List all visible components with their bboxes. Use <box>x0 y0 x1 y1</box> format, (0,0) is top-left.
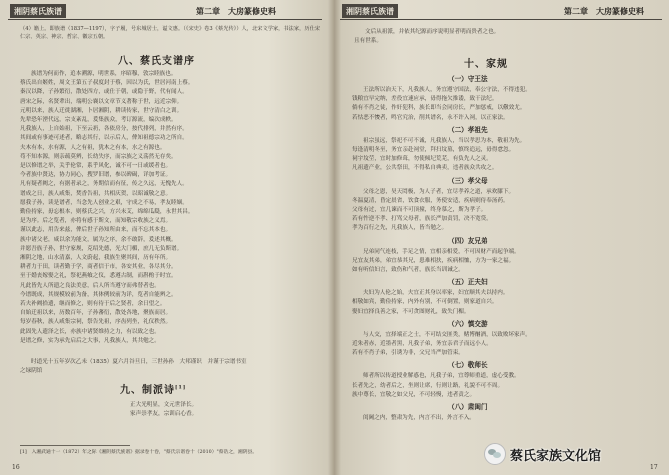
rule-subsection-text <box>352 331 656 359</box>
rule-line: 每逢清明冬至，务宜亲赴祠堂，拜扫坟墓，慎终追远，毋得怠忽。 <box>352 147 515 154</box>
rule-subsection-title: （六）慎交游 <box>448 319 488 328</box>
preface-line: 凡此皆先人所遗之良法美意，后人所当遵守而弗替者也。 <box>20 282 160 289</box>
left-footnote: [1] 入湘武通十一（1872）年之际《湘阴蔡氏族谱》据录卷十卷，"蔡氏宗谱卷十（2010）"蔡诰之，湘阴县。 <box>20 450 258 455</box>
rule-subsection-title: （三）孝父母 <box>448 176 488 185</box>
preface-line: 今谱既成，其规模较前为备，其体例较前为详，览者自能辨之。 <box>20 291 177 298</box>
preface-line: 族谱为何而作，追本溯源，明世系，序昭穆，敦宗睦族也。 <box>31 71 177 77</box>
preface-line: 至于婚丧嫁娶之礼，祭祀燕飨之仪，悉遵古制，而斟酌于时宜。 <box>20 273 177 280</box>
preface-date: 时道光十五年岁次乙未（1835）夏六月谷旦日，三世孙孙 大邦谨识 并谨于宗谱书室 之绿阴馆 <box>20 359 247 375</box>
left-header-book: 湘阴蔡氏族谱 <box>10 4 66 18</box>
preface-line: 并愿吾族子孙，世守家规，克绍先德，光大门楣，庶几无负斯谱。 <box>20 245 183 252</box>
preface-line: 勤俭持家，毋忘根本，则蔡氏之兴，方兴未艾，绵绵瓜瓞，永世其昌。 <box>20 209 194 216</box>
preface-line: 是谱之修，实为承先启后之大事，凡我族人，其共勉之。 <box>20 337 160 344</box>
watermark-text: 蔡氏家族文化馆 <box>510 448 602 464</box>
watermark <box>484 441 664 467</box>
preface-line: 秦汉以降，子孙繁衍，散处四方，或仕于朝，或隐于野，代有闻人。 <box>20 89 188 96</box>
right-page <box>338 0 669 475</box>
preface-line: 凡我族人，上自始祖，下至云礽，各依房分，按代排列，井然有序。 <box>20 126 188 133</box>
rule-line: 祖宗虽远，祭祀不可不诚，凡我族人，当以孝思为本，敬祖为先。 <box>363 137 526 144</box>
section-title-family-rules: 十、家规 <box>464 59 508 70</box>
preface-line: 苟不知本源，则亲疏莫辨，长幼失序，而宗族之义荡然无存矣。 <box>20 153 177 160</box>
rule-subsection-title: （七）敬师长 <box>448 361 488 370</box>
preface-line: 其间或有事迹可述者，略志其行，以示后人，俾知祖德宗功之所自。 <box>20 135 188 142</box>
rule-subsection-text <box>352 372 656 400</box>
preface-line: 此固先人遗泽之长，亦族中诸贤维持之力，有以致之也。 <box>20 328 160 335</box>
right-intro: 文后从祖派，并依其纪源而序说明显者明而贵者之也。 且有世系。 <box>354 29 500 45</box>
rule-line: 若有忤逆不孝、打骂父母者，族长严加责罚，决不宽贷。 <box>352 216 492 223</box>
page-number-left: 16 <box>12 464 20 471</box>
rule-line: 近朱者赤，近墨者黑，凡我子弟，务宜亲君子而远小人。 <box>352 341 492 348</box>
rule-line: 父母之恩，昊天罔极，为人子者，宜尽孝养之道，承欢膝下。 <box>363 188 515 195</box>
section-title-family-preface: 八、蔡氏支谱序 <box>118 56 195 67</box>
left-header-rule <box>8 19 322 20</box>
rule-line: 若有不肖子弟，引诱为非，父兄当严加管束。 <box>352 350 464 357</box>
left-top-note: （4）籍上。即族谱（1837—1197），字子履，号东城居士，谥文惠。（《宋史》卷3《蔡光传》）人，北宋文学家，书法家，历仕宋仁宗、英宗、神宗、哲宗、徽宗五朝。 <box>20 26 320 40</box>
rule-line: 若怙恶不悛者，鸣官究治，削其谱名，永不许入祠，以正家法。 <box>352 114 509 121</box>
preface-line: 愿我子孙，读是谱者，当念先人创业之艰，守成之不易，孝友睦姻。 <box>20 199 188 206</box>
rule-subsection-text <box>352 86 656 123</box>
right-header-chapter: 第二章 大房篆修史料 <box>564 6 644 16</box>
rule-subsection-title: （四）友兄弟 <box>448 236 488 245</box>
family-rules-body <box>352 72 656 423</box>
rule-subsection-text <box>352 289 656 317</box>
preface-body <box>20 70 320 346</box>
left-page <box>0 0 330 475</box>
rule-subsection-title: （八）肃闺门 <box>448 403 488 412</box>
preface-line: 谨以此志，用告来兹，俾后世子孙知所由来，而不忘其本也。 <box>20 227 172 234</box>
rule-line: 长者先之，幼者后之，坐则让席，行则让路，礼貌不可不周。 <box>352 382 504 389</box>
left-header-chapter: 第二章 大房篆修史料 <box>196 6 276 16</box>
preface-line: 若夫补阙拾遗，继而修之，则有待于后之贤者，余日望之。 <box>20 301 166 308</box>
preface-line: 族中诸父老，咸以余为能文，属为之序，余不敢辞，爰述其概。 <box>20 236 177 243</box>
preface-line: 谱成之日，族人咸集，焚香告祖，共相庆贺，以昭诚敬之意。 <box>20 190 172 197</box>
rule-line: 族中尊长，宜敬之如父兄，不可轻慢，违者责之。 <box>352 391 476 398</box>
rule-line: 与人交，宜择端正之士，不可结交匪类，赌博酗酒，以致败坏家声。 <box>363 331 531 338</box>
preface-line: 元明以来，族人迁徙湖湘，卜居湘阴，耕读传家，世守清白之训。 <box>20 107 183 114</box>
preface-line: 今者族中贤达，协力同心，搜罗旧谱，参以碑碣，详加考证。 <box>20 172 172 179</box>
rule-subsection-text <box>352 188 656 234</box>
preface-line: 夫木有本，水有源，人之有祖，犹木之有本，水之有源也。 <box>20 144 166 151</box>
preface-paragraph <box>20 70 320 346</box>
rule-line: 父母有过，宜几谏而不可顶撞，终身慕之，斯为孝子。 <box>352 207 487 214</box>
preface-line: 耕者力于田，读者勤于学，商者信于市，各安其业，各尽其分。 <box>20 264 177 271</box>
rule-subsection-title: （二）孝祖先 <box>448 125 488 134</box>
rule-subsection-title: （五）正夫妇 <box>448 278 488 287</box>
preface-line: 自始迁祖以来，历数百年，子孙蕃衍，散处各地，聚族而居。 <box>20 310 172 317</box>
page-number-right: 17 <box>650 464 658 471</box>
rule-subsection-text <box>352 248 656 276</box>
preface-line: 每岁春秋，族人咸集宗祠，祭告先祖，序齿列坐，礼仪秩然。 <box>20 319 172 326</box>
rule-line: 如有听信妇言，致伤和气者，族长当训诫之。 <box>352 267 464 274</box>
rule-line: 倘有不肖之徒，作奸犯科，族长即当会同房长，严加惩戒，以儆效尤。 <box>352 105 526 112</box>
rule-line: 娶妇宜择良善之家，不可贪图财礼，致失门楣。 <box>352 308 470 315</box>
rule-line: 凡祖遗产业，公共祭田，不得私自典卖，违者族众共攻之。 <box>352 165 498 172</box>
preface-line: 凡有疑者阙之，有据者录之，务期信而有征，传之久远，无愧先人。 <box>20 181 188 188</box>
rule-line: 孝为百行之先，凡我族人，皆当勉之。 <box>352 225 448 232</box>
rule-line: 王法所以治天下，凡我族人，务宜遵守国法，奉公守法，不得违犯。 <box>363 87 531 93</box>
wechat-icon <box>484 443 506 465</box>
rule-line: 祠宇坟茔，宜时加修葺，勿使倾圮荒芜，有负先人之灵。 <box>352 156 492 163</box>
right-header-book: 湘阴蔡氏族谱 <box>342 4 398 18</box>
rule-line: 夫妇为人伦之始，夫宜正其身以率家，妇宜顺其夫以持内。 <box>363 290 509 297</box>
rule-line: 兄弟同气连枝，手足之情，宜相亲相爱，不可因财产而起争端。 <box>363 248 520 255</box>
preface-line: 是以修谱之举，关乎伦常，系乎风化，诚不可一日或缓者也。 <box>20 163 172 170</box>
preface-line: 唐宋之际，名贤辈出，端明公襄以文章节义著称于世，远近宗仰。 <box>20 98 183 105</box>
rule-subsection-text <box>352 414 656 423</box>
preface-line: 先辈恐年湮代远，宗支紊乱，爰集族众，考订源流，编次成帙。 <box>20 117 177 124</box>
rule-line: 师者所以传道授业解惑也，凡我子弟，宜尊师重道，虚心受教。 <box>363 373 520 380</box>
rule-line: 冬温夏凊，昏定晨省，饮食衣服，务使安适，疾病则侍奉汤药。 <box>352 197 509 204</box>
rule-line: 兄宜友其弟，弟宜恭其兄，患难相扶，疾病相恤，方为一家之福。 <box>352 257 515 264</box>
preface-line: 湘阴之地，山水清嘉，人文蔚起，我族生聚其间，历有年所。 <box>20 255 172 262</box>
section-title-generation-poem: 九、制派诗[1] <box>120 384 187 396</box>
rule-line: 钱粮宜早完纳，差役宜速应承，毋得拖欠推诿，致干法纪。 <box>352 96 498 103</box>
generation-poem: 正大光明显，文元世泽长。 家声崇孝友，宗训启心香。 <box>130 402 198 418</box>
rule-line: 相敬如宾，勤俭持家，内外有别，不可倒置，则家道自兴。 <box>352 299 498 306</box>
footnote-rule <box>20 445 130 446</box>
rule-line: 闺阃之内，整肃为先，内言不出，外言不入。 <box>363 415 475 422</box>
rule-subsection-title: （一）守王法 <box>448 75 488 83</box>
preface-line: 是为序。后之览者，亦将有感于斯文，而知敬宗收族之义焉。 <box>20 218 172 225</box>
right-header-rule <box>340 19 662 20</box>
rule-subsection-text <box>352 137 656 174</box>
preface-line: 蔡氏出自姬姓，周文王第五子叔度封于蔡，因以为氏，世居河南上蔡。 <box>20 80 194 87</box>
